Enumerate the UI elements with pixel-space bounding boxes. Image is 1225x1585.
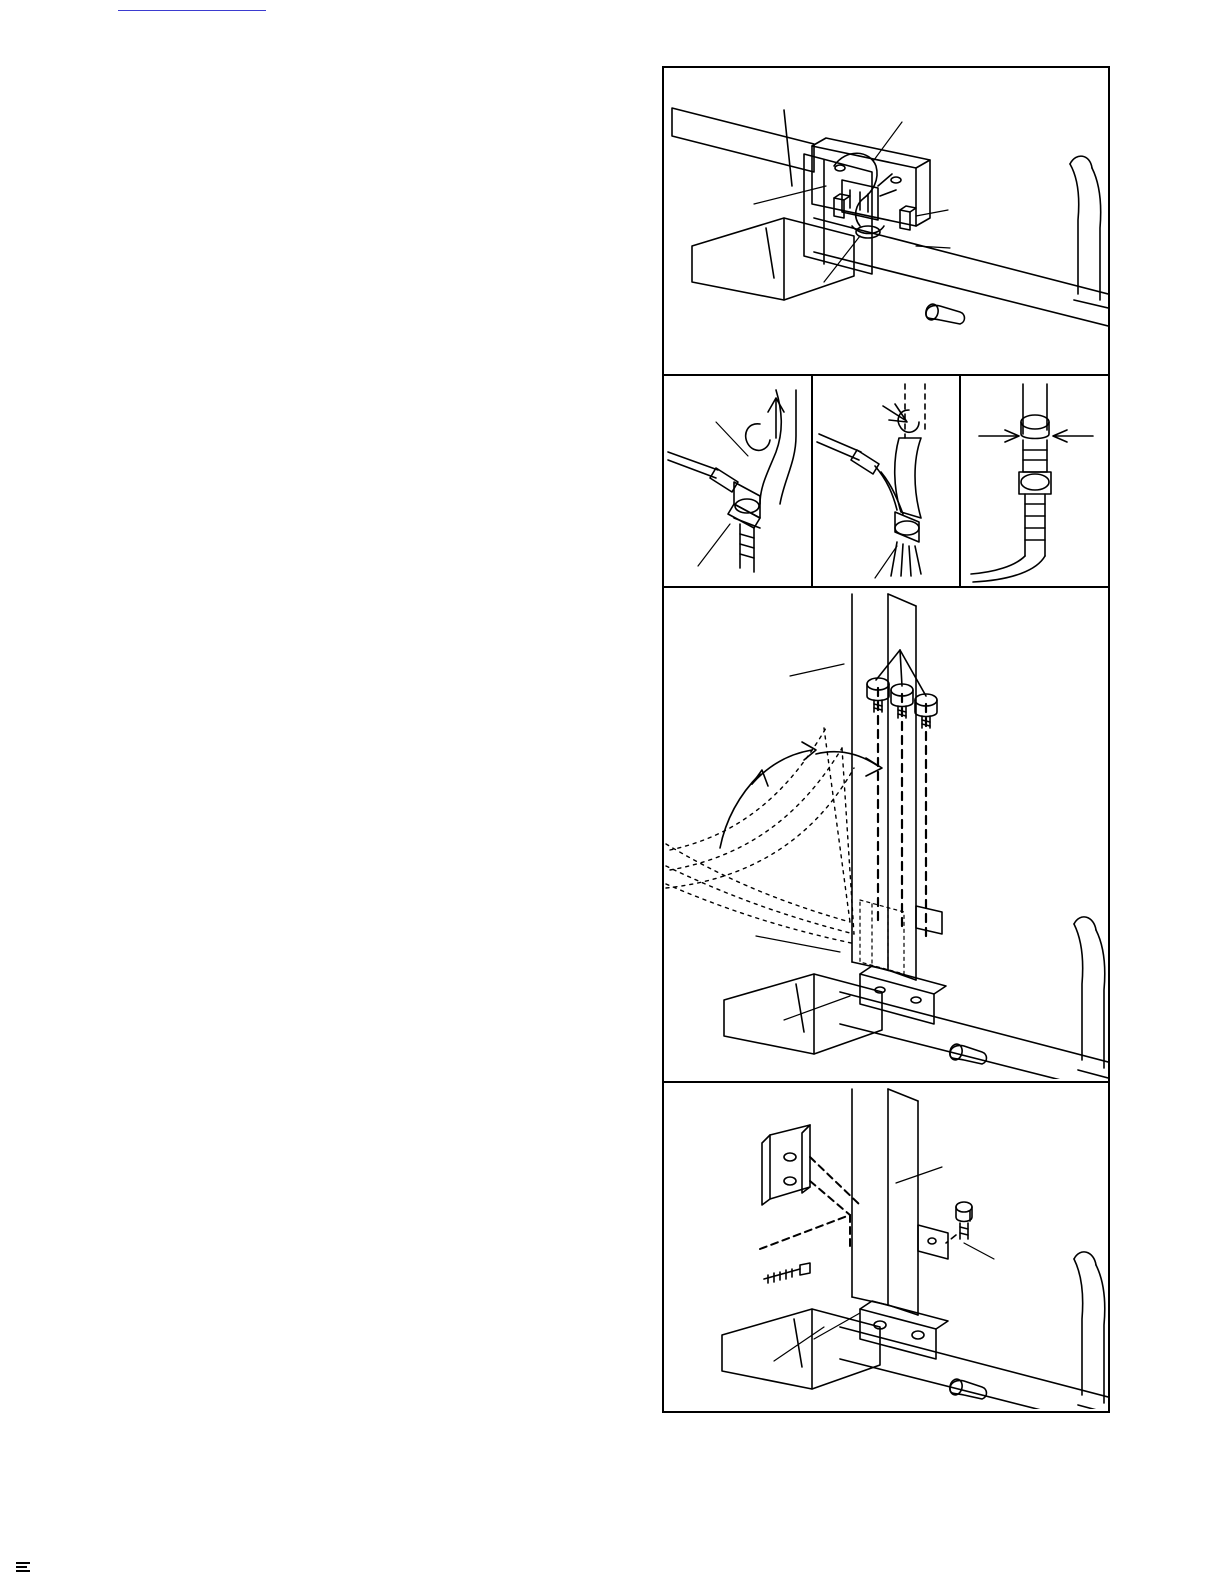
footer-link-underline[interactable] [118, 10, 266, 11]
upright-bracket-wiring-detail [664, 68, 1108, 374]
step-3-seat-cable-connector [961, 376, 1107, 584]
figure-panel-b-step-2 [813, 376, 962, 586]
figure-panel-b-step-3 [961, 376, 1108, 586]
upright-raise-and-bolt-detail [664, 588, 1108, 1079]
page-footer-mark [8, 1561, 168, 1579]
figure-column [662, 66, 1110, 1413]
step-2-connect-cable-latch [813, 376, 959, 584]
figure-panel-c [662, 588, 1110, 1083]
step-1-pull-cable-hook [664, 376, 810, 584]
figure-panel-a [662, 66, 1110, 376]
figure-panel-b-step-1 [664, 376, 813, 586]
bracket-and-screw-attachment-detail [664, 1083, 1108, 1409]
footer-glyph-icon [16, 1562, 30, 1576]
figure-panel-b [662, 376, 1110, 588]
figure-panel-d [662, 1083, 1110, 1413]
